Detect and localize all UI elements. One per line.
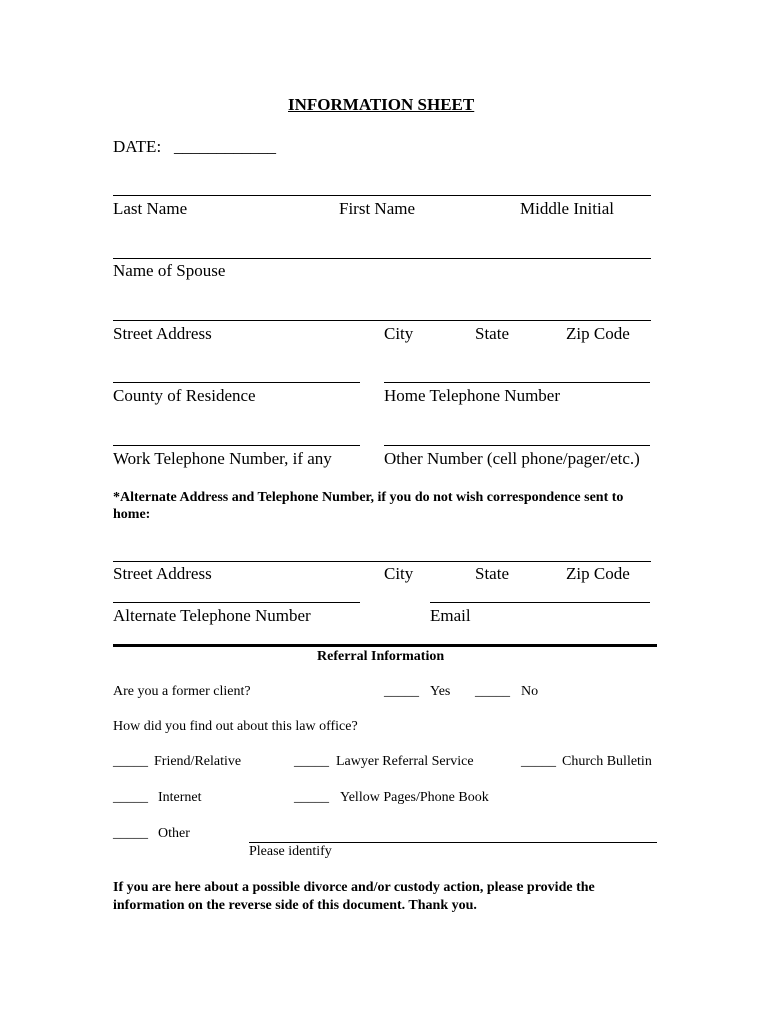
work-phone-field-line[interactable] — [113, 445, 360, 446]
middle-initial-label: Middle Initial — [520, 199, 614, 218]
alt-phone-field-line[interactable] — [113, 602, 360, 603]
yellow-pages-blank[interactable]: _____ — [294, 790, 329, 805]
other-number-label: Other Number (cell phone/pager/etc.) — [384, 449, 640, 468]
friend-relative-label: Friend/Relative — [154, 754, 242, 769]
county-label: County of Residence — [113, 386, 256, 405]
alt-phone-label: Alternate Telephone Number — [113, 606, 311, 625]
county-field-line[interactable] — [113, 382, 360, 383]
church-blank[interactable]: _____ — [521, 754, 556, 769]
page-title: INFORMATION SHEET — [288, 95, 475, 114]
email-field-line[interactable] — [430, 602, 650, 603]
alt-street-address-label: Street Address — [113, 564, 212, 583]
spouse-label: Name of Spouse — [113, 261, 226, 280]
friend-blank[interactable]: _____ — [113, 754, 148, 769]
date-field[interactable]: ____________ — [174, 137, 276, 156]
lawyer-referral-label: Lawyer Referral Service — [336, 754, 474, 769]
state-label: State — [475, 324, 509, 343]
address-field-line[interactable] — [113, 320, 651, 321]
date-label: DATE: — [113, 137, 162, 156]
section-divider — [113, 644, 657, 647]
internet-label: Internet — [158, 790, 202, 805]
home-phone-label: Home Telephone Number — [384, 386, 561, 405]
former-client-question: Are you a former client? — [113, 684, 251, 699]
lawyer-referral-blank[interactable]: _____ — [294, 754, 329, 769]
alt-city-label: City — [384, 564, 414, 583]
alt-state-label: State — [475, 564, 509, 583]
other-label: Other — [158, 826, 190, 841]
yes-label: Yes — [430, 684, 451, 699]
yes-blank[interactable]: _____ — [384, 684, 419, 699]
internet-blank[interactable]: _____ — [113, 790, 148, 805]
footer-note: If you are here about a possible divorce and/or custody action, please provide the information on the reverse side of this document. Thank you. — [113, 880, 595, 913]
other-blank[interactable]: _____ — [113, 826, 148, 841]
zip-code-label: Zip Code — [566, 324, 630, 343]
work-phone-label: Work Telephone Number, if any — [113, 449, 332, 468]
last-name-label: Last Name — [113, 199, 188, 218]
other-number-field-line[interactable] — [384, 445, 650, 446]
first-name-label: First Name — [339, 199, 416, 218]
spouse-field-line[interactable] — [113, 258, 651, 259]
alt-zip-code-label: Zip Code — [566, 564, 630, 583]
no-blank[interactable]: _____ — [475, 684, 510, 699]
alternate-note: *Alternate Address and Telephone Number, if you do not wish correspondence sent to home: — [113, 490, 624, 522]
please-identify-label: Please identify — [249, 844, 332, 859]
alt-address-field-line[interactable] — [113, 561, 651, 562]
city-label: City — [384, 324, 414, 343]
street-address-label: Street Address — [113, 324, 212, 343]
yellow-pages-label: Yellow Pages/Phone Book — [340, 790, 489, 805]
email-label: Email — [430, 606, 471, 625]
please-identify-field-line[interactable] — [249, 842, 657, 843]
church-bulletin-label: Church Bulletin — [562, 754, 652, 769]
referral-heading: Referral Information — [317, 649, 445, 664]
home-phone-field-line[interactable] — [384, 382, 650, 383]
how-found-question: How did you find out about this law office? — [113, 719, 358, 734]
no-label: No — [521, 684, 539, 699]
name-field-line[interactable] — [113, 195, 651, 196]
